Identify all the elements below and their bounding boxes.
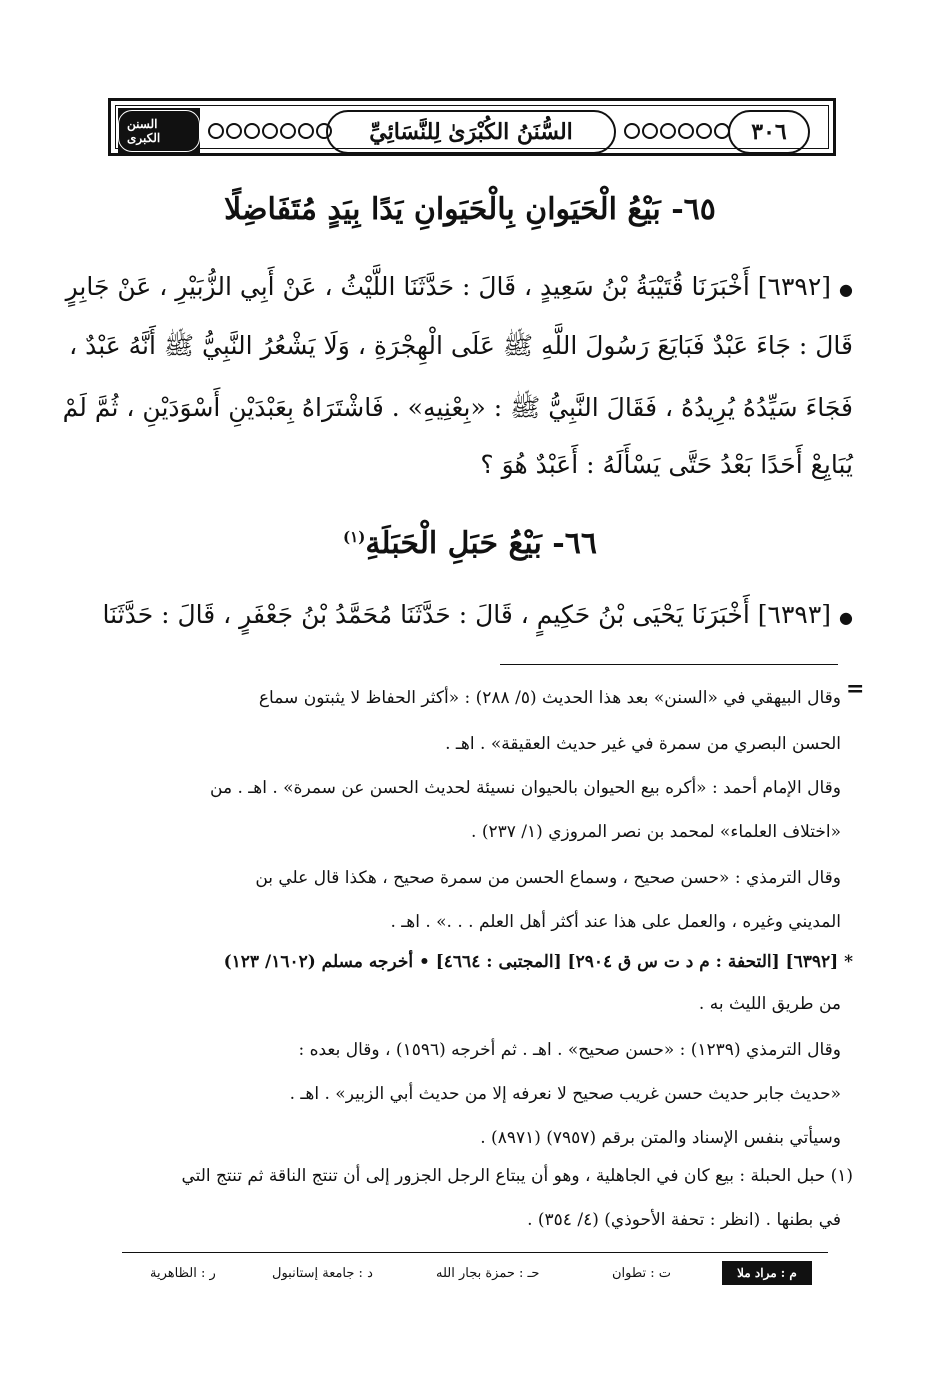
section-65-heading: ٦٥- بَيْعُ الْحَيَوانِ بِالْحَيَوانِ يَدًا بِيَدٍ مُتَفَاضِلًا (224, 192, 716, 227)
continuation-mark: = (846, 676, 865, 702)
footnote-line: «حديث جابر حديث حسن غريب صحيح لا نعرفه إلا من حديث أبي الزبير» . اهـ . (289, 1084, 841, 1104)
hadith-text: [٦٣٩٣] أَخْبَرَنَا يَحْيَى بْنُ حَكِيمٍ ، قَالَ : حَدَّثَنَا مُحَمَّدُ بْنُ جَعْفَرٍ ، قَالَ : حَدَّثَنَا (102, 600, 832, 629)
manuscript-siglum: د : جامعة إستانبول (272, 1266, 373, 1281)
hadith-6392-line-4: يُبَايِعْ أَحَدًا بَعْدُ حَتَّى يَسْأَلَهُ : أَعَبْدٌ هُوَ ؟ (480, 450, 853, 479)
footnote-line: الحسن البصري من سمرة في غير حديث العقيقة» . اهـ . (445, 734, 841, 754)
footer-rule (122, 1252, 828, 1253)
decorative-chain-right (624, 120, 730, 142)
header-frame (115, 105, 829, 149)
section-66-heading (100, 526, 840, 561)
hadith-6392-line-2: قَالَ : جَاءَ عَبْدٌ فَبَايَعَ رَسُولَ اللَّهِ ﷺ عَلَى الْهِجْرَةِ ، وَلَا يَشْعُرُ النَّبِيُّ ﷺ أَنَّهُ عَبْدٌ ، (69, 331, 853, 360)
footnote-line: وقال الترمذي (١٢٣٩) : «حسن صحيح» . اهـ . ثم أخرجه (١٥٩٦) ، وقال بعده : (298, 1040, 841, 1060)
footnote-line: «اختلاف العلماء» لمحمد بن نصر المروزي (١/ ٢٣٧) . (471, 822, 841, 842)
footnote-line: المديني وغيره ، والعمل على هذا عند أكثر أهل العلم . . .» . اهـ . (390, 912, 841, 932)
footnote-separator (500, 664, 838, 665)
footnote-marker: (١) (343, 528, 366, 546)
decorative-chain-left (208, 120, 332, 142)
hadith-6393-line-1 (102, 600, 853, 629)
footnote-1-line: (١) حبل الحبلة : بيع كان في الجاهلية ، وهو أن يبتاع الرجل الجزور إلى أن تنتج الناقة ثم تنتج التي (181, 1166, 853, 1186)
footnote-line: وسيأتي بنفس الإسناد والمتن برقم (٧٩٥٧) (٨٩٧١) . (480, 1128, 841, 1148)
page-header (108, 98, 836, 156)
manuscript-siglum: حـ : حمزة بجار الله (436, 1266, 540, 1281)
hadith-text: [٦٣٩٢] أَخْبَرَنَا قُتَيْبَةُ بْنُ سَعِيدٍ ، قَالَ : حَدَّثَنَا اللَّيْثُ ، عَنْ أَبِي الزُّبَيْرِ ، عَنْ جَابِرٍ (65, 272, 832, 301)
hadith-6392-line-3: فَجَاءَ سَيِّدُهُ يُرِيدُهُ ، فَقَالَ النَّبِيُّ ﷺ : «بِعْنِيهِ» . فَاشْتَرَاهُ بِعَبْدَيْنِ أَسْوَدَيْنِ ، ثُمَّ لَمْ (62, 393, 853, 422)
footnote-1-line: في بطنها . (انظر : تحفة الأحوذي) (٤/ ٣٥٤) . (527, 1210, 841, 1230)
takhrij-line: * [٦٣٩٢] [التحفة : م د ت س ق ٢٩٠٤] [المجتبى : ٤٦٦٤] • أخرجه مسلم (١٦٠٢/ ١٢٣) (223, 952, 853, 972)
footnote-line: وقال الترمذي : «حسن صحيح ، وسماع الحسن من سمرة صحيح ، هكذا قال علي بن (255, 868, 841, 888)
book-title: السُّنَنُ الكُبْرَىٰ لِلنَّسَائِيِّ (326, 110, 616, 154)
manuscript-siglum: ر : الظاهرية (150, 1266, 216, 1281)
logo-text: السنن الكبرى (118, 110, 200, 152)
footnote-line: وقال الإمام أحمد : «أكره بيع الحيوان بالحيوان نسيئة لحديث الحسن عن سمرة» . اهـ . من (210, 778, 841, 798)
footnote-line: من طريق الليث به . (698, 994, 841, 1014)
manuscript-siglum: ت : تطوان (612, 1266, 672, 1281)
page-number: ٣٠٦ (728, 110, 810, 154)
footnote-line: وقال البيهقي في «السنن» بعد هذا الحديث (٥/ ٢٨٨) : «أكثر الحفاظ لا يثبتون سماع (258, 688, 841, 708)
manuscript-badge: م : مراد ملا (722, 1261, 812, 1285)
section-66-title: ٦٦- بَيْعُ حَبَلِ الْحَبَلَةِ (365, 526, 597, 561)
book-logo (118, 108, 200, 154)
bullet-icon: ● (839, 280, 853, 299)
hadith-6392-line-1 (66, 272, 853, 301)
bullet-icon: ● (839, 608, 853, 627)
